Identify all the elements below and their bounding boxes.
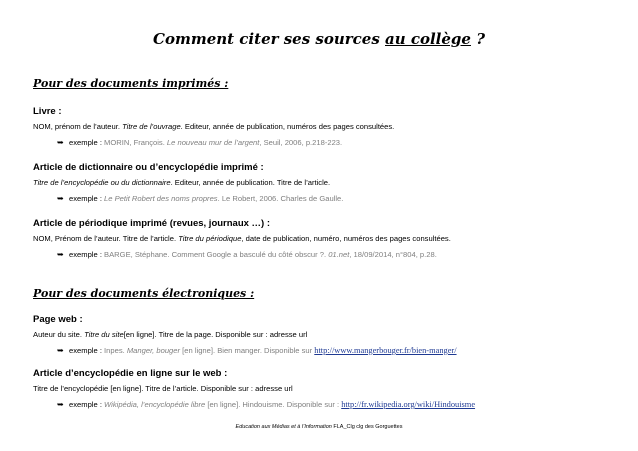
text-italic: Titre de l’ouvrage bbox=[122, 122, 181, 131]
text: , date de publication, numéro, numéros des pages consultées. bbox=[241, 234, 451, 243]
text-italic: Le Petit Robert des noms propres bbox=[104, 194, 218, 203]
example-label: exemple : bbox=[69, 250, 105, 259]
text: . Editeur, année de publication, numéros des pages consultées. bbox=[180, 122, 395, 131]
text: [en ligne]. Bien manger. Disponible sur bbox=[180, 346, 315, 355]
text-italic: Manger, bouger bbox=[126, 346, 181, 355]
example-label: exemple : bbox=[69, 194, 105, 203]
text: NOM, prénom de l’auteur. bbox=[33, 122, 123, 131]
encyclo-web-format: Titre de l’encyclopédie [en ligne]. Titre de l’article. Disponible sur : adresse url bbox=[33, 384, 293, 393]
mangerbouger-link[interactable]: http://www.mangerbouger.fr/bien-manger/ bbox=[314, 346, 457, 355]
title-underlined: au collège bbox=[385, 30, 471, 48]
text: MORIN, François. bbox=[104, 138, 167, 147]
text: [en ligne]. Hindouisme. Disponible sur : bbox=[205, 400, 342, 409]
text: BARGE, Stéphane. Comment Google a basculé du côté obscur ?. bbox=[104, 250, 329, 259]
footer-text: FLA_Clg clg des Gorguettes bbox=[331, 424, 403, 430]
encyclo-web-example bbox=[57, 400, 475, 411]
footer-italic: Education aux Médias et à l’Information bbox=[235, 424, 332, 430]
text-italic: Titre de l’encyclopédie ou du dictionnaire bbox=[33, 178, 171, 187]
arrow-right-icon: ➥ bbox=[57, 194, 64, 203]
web-format bbox=[33, 330, 633, 340]
web-example bbox=[57, 346, 457, 357]
livre-example bbox=[57, 138, 342, 148]
periodique-heading: Article de périodique imprimé (revues, journaux …) : bbox=[33, 218, 271, 229]
section-electronic-heading: Pour des documents électroniques : bbox=[33, 287, 255, 300]
livre-format bbox=[33, 122, 633, 132]
web-heading: Page web : bbox=[33, 314, 83, 325]
text: , Seuil, 2006, p.218-223. bbox=[259, 138, 343, 147]
text-italic: Wikipédia, l’encyclopédie libre bbox=[104, 400, 206, 409]
title-text: Comment citer ses sources bbox=[153, 30, 385, 48]
text: NOM, Prénom de l’auteur. Titre de l’article. bbox=[33, 234, 179, 243]
dico-format bbox=[33, 178, 633, 188]
arrow-right-icon: ➥ bbox=[57, 250, 64, 259]
periodique-example bbox=[57, 250, 437, 260]
wikipedia-link[interactable]: http://fr.wikipedia.org/wiki/Hindouisme bbox=[341, 400, 476, 409]
text-italic: Titre du périodique bbox=[178, 234, 242, 243]
arrow-right-icon: ➥ bbox=[57, 346, 64, 355]
example-label: exemple : bbox=[69, 400, 105, 409]
arrow-right-icon: ➥ bbox=[57, 400, 64, 409]
section-printed-heading: Pour des documents imprimés : bbox=[33, 77, 229, 90]
text: . Editeur, année de publication. Titre de l’article. bbox=[170, 178, 331, 187]
page-title bbox=[0, 30, 638, 50]
text: Auteur du site. bbox=[33, 330, 85, 339]
arrow-right-icon: ➥ bbox=[57, 138, 64, 147]
text: , 18/09/2014, n°804, p.28. bbox=[349, 250, 437, 259]
example-label: exemple : bbox=[69, 346, 105, 355]
page-footer bbox=[0, 424, 638, 431]
text: Inpes. bbox=[104, 346, 127, 355]
text: [en ligne]. Titre de la page. Disponible sur : adresse url bbox=[123, 330, 308, 339]
text-italic: Titre du site bbox=[84, 330, 124, 339]
text-italic: 01.net bbox=[328, 250, 350, 259]
text: . Le Robert, 2006. Charles de Gaulle. bbox=[217, 194, 344, 203]
dico-example bbox=[57, 194, 343, 204]
text-italic: Le nouveau mur de l’argent bbox=[166, 138, 260, 147]
dico-heading: Article de dictionnaire ou d’encyclopédie imprimé : bbox=[33, 162, 264, 173]
example-label: exemple : bbox=[69, 138, 105, 147]
encyclo-web-heading: Article d’encyclopédie en ligne sur le web : bbox=[33, 368, 228, 379]
livre-heading: Livre : bbox=[33, 106, 62, 117]
periodique-format bbox=[33, 234, 633, 244]
title-suffix: ? bbox=[470, 30, 485, 48]
